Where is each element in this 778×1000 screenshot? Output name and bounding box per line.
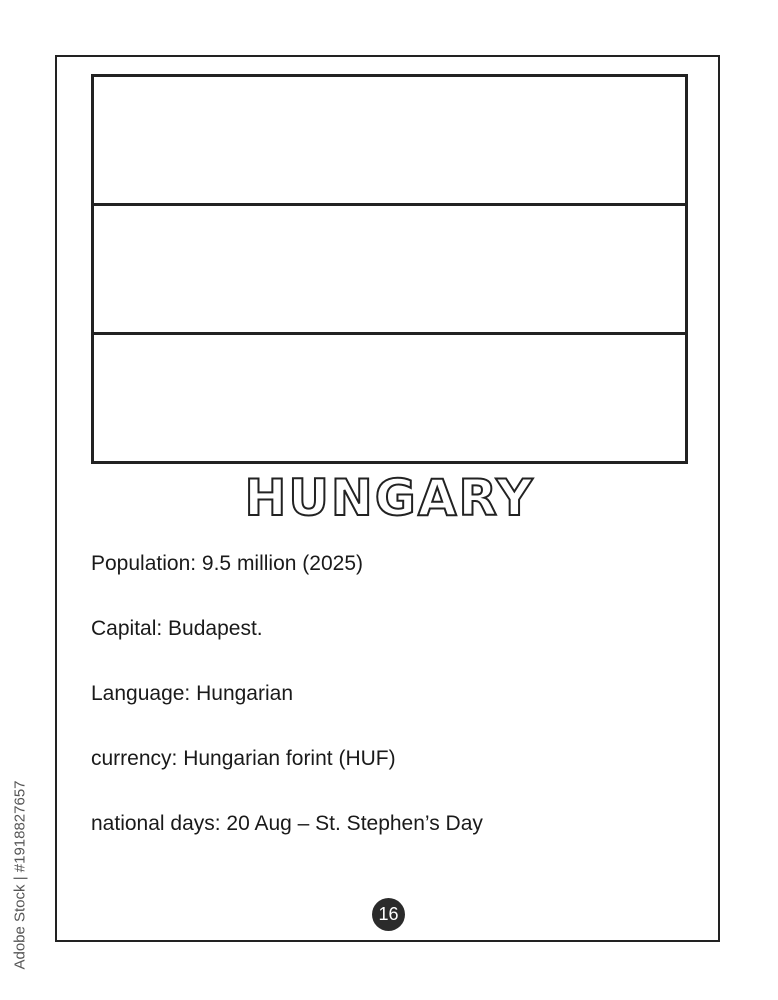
fact-currency: currency: Hungarian forint (HUF) <box>91 747 396 770</box>
fact-capital: Capital: Budapest. <box>91 617 263 640</box>
fact-population: Population: 9.5 million (2025) <box>91 552 363 575</box>
flag-stripe-middle <box>94 203 685 332</box>
fact-language: Language: Hungarian <box>91 682 294 705</box>
facts-list <box>91 548 483 873</box>
stock-id-text: Adobe Stock | #1918827657 <box>11 780 29 970</box>
page-number-badge: 16 <box>372 898 405 931</box>
flag-outline <box>91 74 688 464</box>
flag-stripe-bottom <box>94 332 685 461</box>
fact-national-days: national days: 20 Aug – St. Stephen’s Day <box>91 812 483 835</box>
country-title: HUNGARY <box>244 469 535 527</box>
stock-id-watermark <box>8 760 32 990</box>
flag-stripe-top <box>94 77 685 203</box>
